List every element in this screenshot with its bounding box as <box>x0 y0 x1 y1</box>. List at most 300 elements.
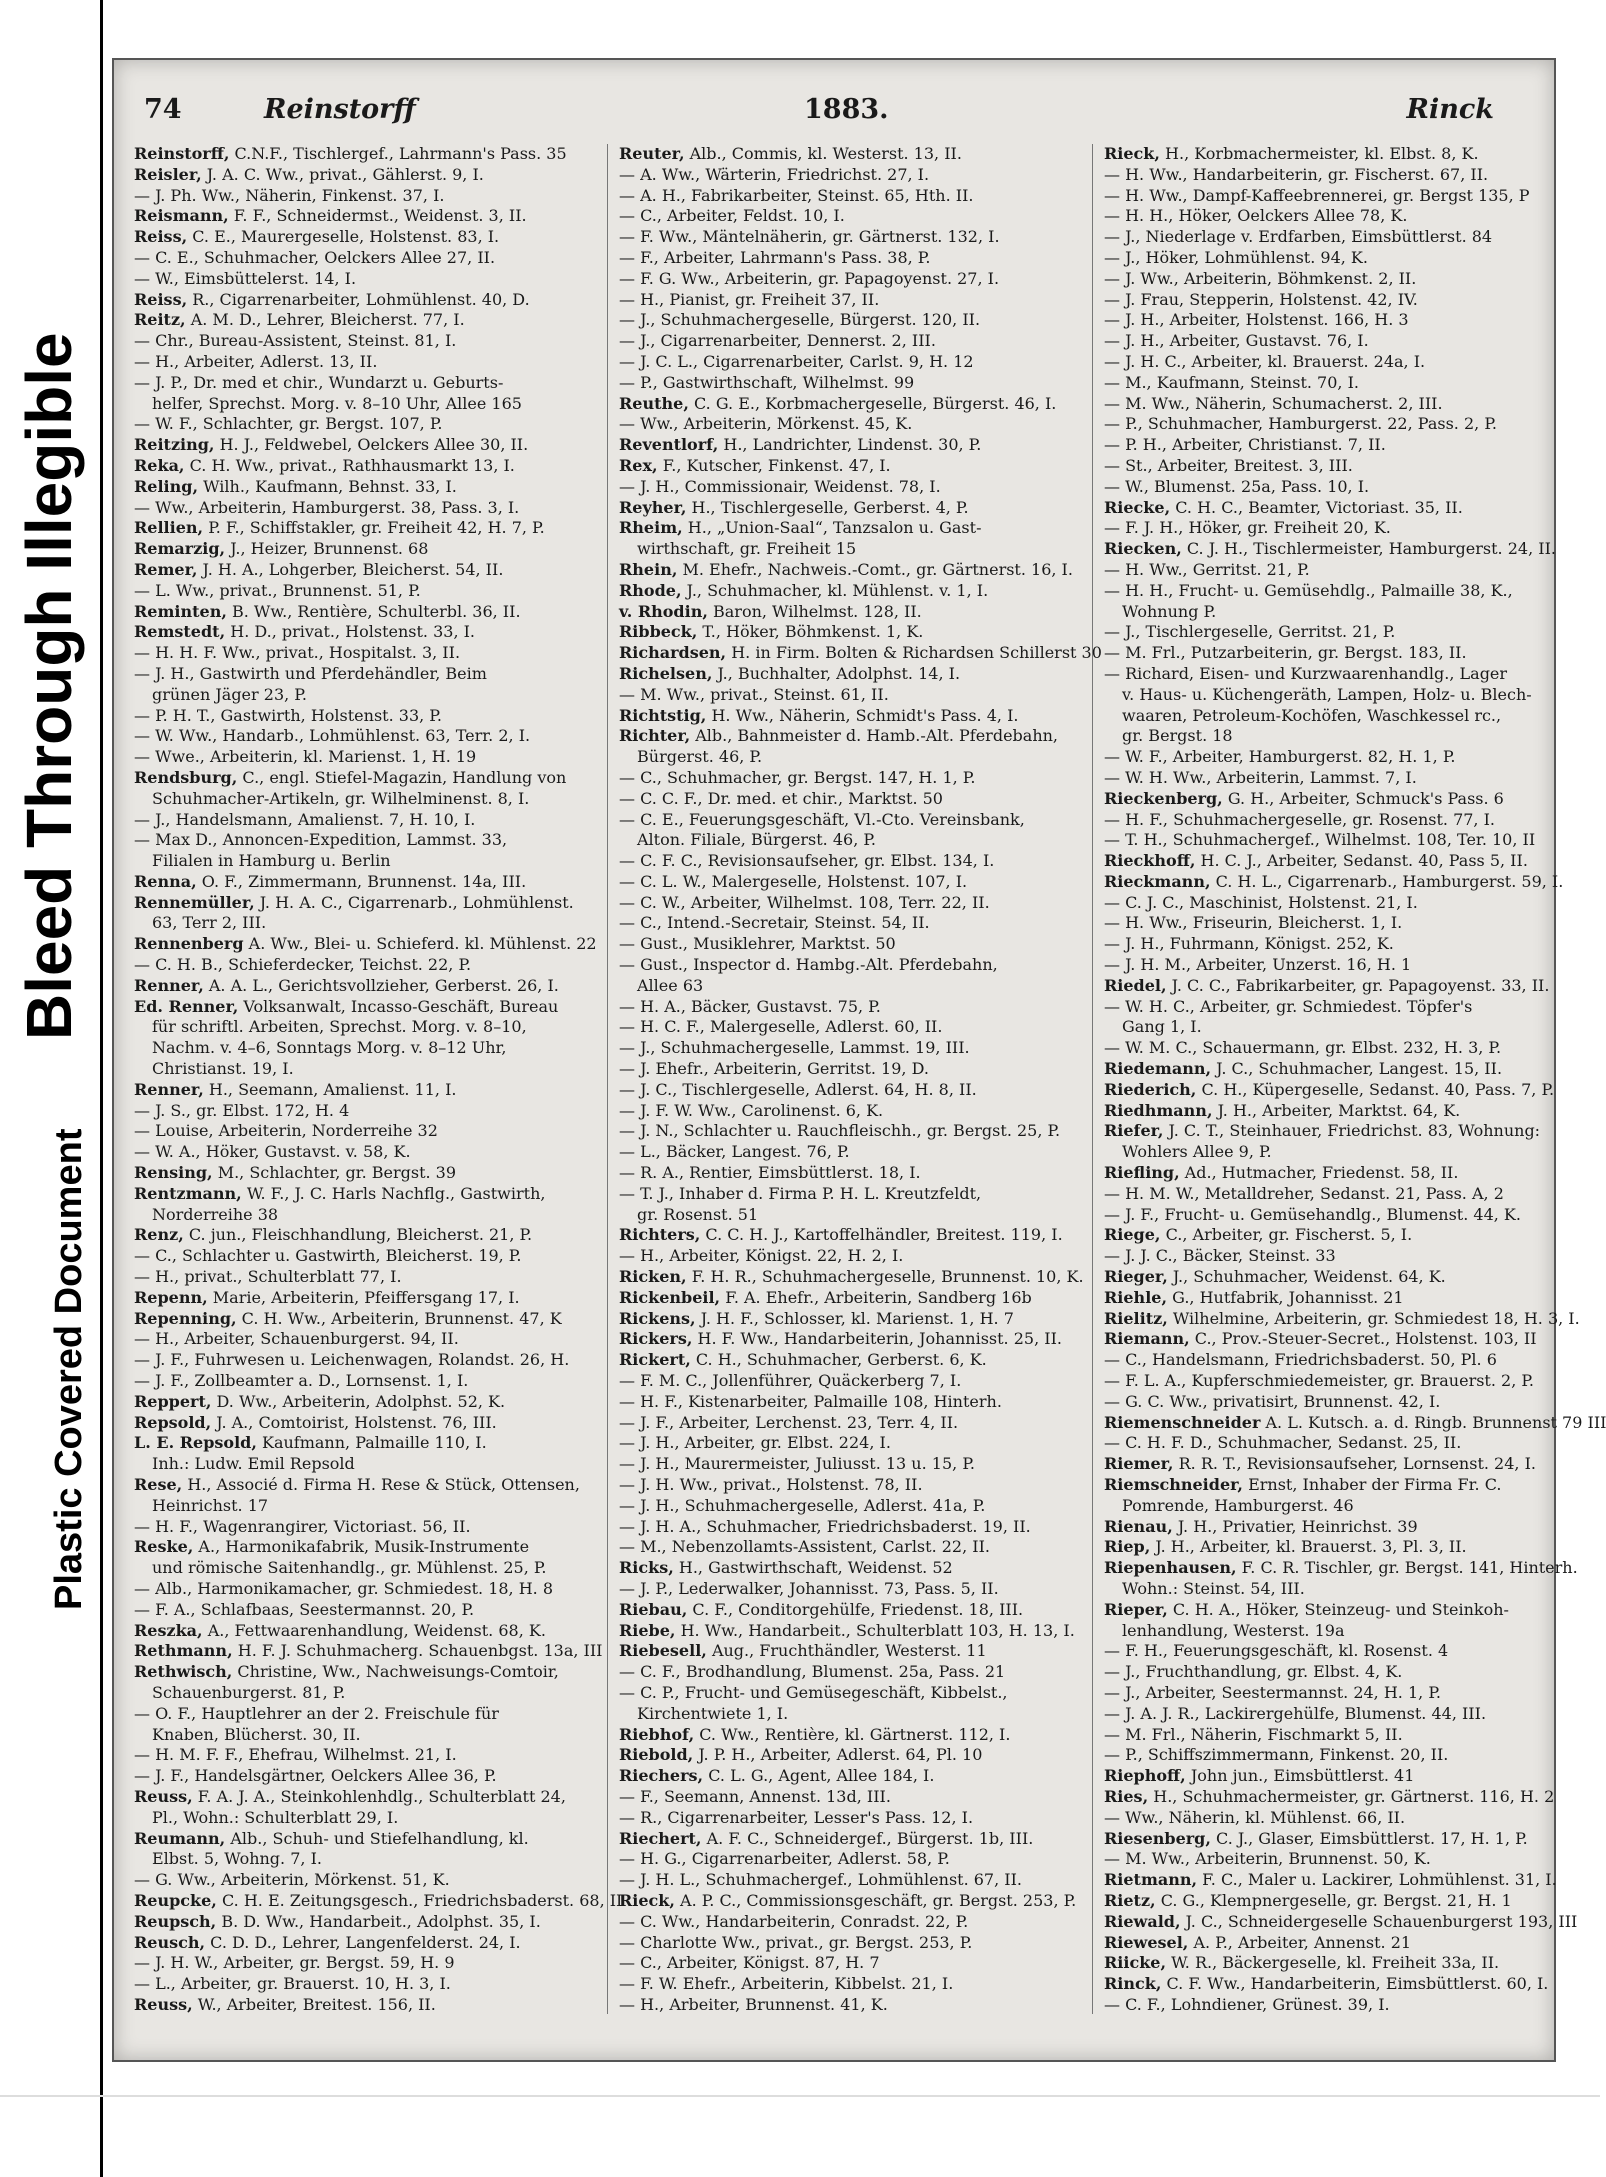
entry-details: R., Cigarrenarbeiter, Lohmühlenst. 40, D. <box>192 289 530 309</box>
entry-details: G. H., Arbeiter, Schmuck's Pass. 6 <box>1227 788 1504 808</box>
header-year: 1883. <box>804 94 889 125</box>
entry-name: — H. M. F. F., <box>134 1745 244 1765</box>
entry-details: Intend.-Secretair, Steinst. 54, II. <box>667 913 930 933</box>
entry-details: C. H. L., Cigarrenarb., Hamburgerst. 59, I. <box>1215 871 1564 891</box>
entry-name: — Richard, <box>1104 663 1195 683</box>
entry-details: Fruchthandlung, gr. Elbst. 4, K. <box>1145 1662 1403 1682</box>
directory-entry <box>134 373 564 394</box>
entry-details: Schauenburgerst. 81, P. <box>152 1682 346 1702</box>
directory-entry <box>619 1413 1049 1434</box>
directory-entry <box>619 1600 1049 1621</box>
entry-details: M. Ehefr., Nachweis.-Comt., gr. Gärtnerst. 16, I. <box>682 559 1073 579</box>
entry-details: Feuerungsgeschäft, Vl.-Cto. Vereinsbank, <box>688 809 1025 829</box>
entry-name: — C. E., <box>134 247 199 267</box>
entry-details: C., engl. Stiefel-Magazin, Handlung von <box>242 767 567 787</box>
entry-name: — H. H., <box>1104 580 1174 600</box>
entry-name: — Alb., <box>134 1578 193 1598</box>
entry-details: H., Schuhmachermeister, gr. Gärtnerst. 116, H. 2 <box>1153 1786 1555 1806</box>
directory-entry <box>1104 1745 1534 1766</box>
entry-details: Schuhmacher, Sedanst. 25, II. <box>1217 1433 1462 1453</box>
entry-details: Pianist, gr. Freiheit 37, II. <box>669 289 880 309</box>
entry-details: C. J. H., Tischlermeister, Hamburgerst. 24, II. <box>1186 539 1556 559</box>
entry-name: — O. F., <box>134 1703 197 1723</box>
entry-name: — C. C. F., <box>619 788 703 808</box>
entry-name: — C. F., <box>619 1662 681 1682</box>
directory-entry <box>619 1225 1063 1246</box>
entry-name: Riewesel, <box>1104 1932 1189 1952</box>
entry-name: — W. H. <box>1104 767 1168 787</box>
entry-details: privatisirt, Brunnenst. 42, I. <box>1212 1391 1441 1411</box>
directory-entry <box>619 913 1049 934</box>
entry-details: F., Kutscher, Finkenst. 47, I. <box>662 455 891 475</box>
directory-entry <box>1104 1849 1534 1870</box>
entry-name: — J. H. L., <box>619 1870 701 1890</box>
entry-details: Feuerungsgeschäft, kl. Rosenst. 4 <box>1173 1641 1449 1661</box>
entry-details: Alb., Commis, kl. Westerst. 13, II. <box>689 144 962 163</box>
entry-details: Musiklehrer, Marktst. 50 <box>693 934 896 954</box>
directory-entry <box>134 1745 564 1766</box>
directory-entry <box>619 726 1059 747</box>
directory-entry <box>1104 352 1534 373</box>
directory-entry <box>134 1808 564 1829</box>
entry-details: Arbeiterin, Mörkenst. 51, K. <box>220 1870 450 1890</box>
directory-entry <box>134 206 564 227</box>
directory-entry <box>1104 1121 1541 1142</box>
entry-name: — Gust., <box>619 955 688 975</box>
entry-name: Rheim, <box>619 518 683 538</box>
directory-entry <box>134 165 564 186</box>
entry-name: Rietz, <box>1104 1890 1156 1910</box>
entry-details: Handelsmann, Amalienst. 7, H. 10, I. <box>175 809 476 829</box>
directory-entry <box>1104 248 1534 269</box>
entry-name: Rese, <box>134 1475 183 1494</box>
directory-entry <box>619 559 1073 581</box>
directory-entry <box>1104 331 1534 352</box>
entry-details: Alton. Filiale, Bürgerst. 46, P. <box>637 830 876 850</box>
entry-details: M., Schlachter, gr. Bergst. 39 <box>217 1163 457 1183</box>
directory-entry <box>1104 560 1534 581</box>
entry-details: Ehefr., Arbeiterin, Kibbelst. 21, I. <box>682 1974 954 1994</box>
entry-name: Rieper, <box>1104 1599 1168 1619</box>
directory-entry <box>134 1101 564 1122</box>
directory-entry <box>1104 706 1534 727</box>
entry-details: C. H. Ww., privat., Rathhausmarkt 13, I. <box>189 455 515 475</box>
directory-entry <box>134 1329 564 1350</box>
directory-entry <box>1104 1953 1534 1974</box>
entry-name: Richelsen, <box>619 663 713 683</box>
entry-details: Schuhmachergeselle, Adlerst. 41a, P. <box>684 1495 986 1515</box>
entry-name: — J. H., <box>1104 934 1165 954</box>
directory-entry <box>619 955 1049 976</box>
directory-entry <box>134 1350 570 1371</box>
directory-entry <box>619 1662 1049 1683</box>
directory-entry <box>619 1829 1049 1850</box>
entry-name: Renna, <box>134 871 197 891</box>
directory-entry <box>1104 747 1534 768</box>
entry-details: Lohndiener, Grünest. 39, I. <box>1170 1994 1390 2014</box>
entry-name: — J. P., <box>619 1578 674 1598</box>
entry-details: C. H. Ww., Arbeiterin, Brunnenst. 47, K <box>241 1308 562 1328</box>
entry-name: Reiss, <box>134 289 188 309</box>
directory-entry <box>1104 1621 1534 1642</box>
entry-name: — M. Frl., <box>1104 643 1186 663</box>
entry-name: — G. C. Ww., <box>1104 1391 1208 1411</box>
entry-details: H., Seemann, Amalienst. 11, I. <box>208 1079 457 1099</box>
directory-entry <box>134 955 564 976</box>
entry-details: für schriftl. Arbeiten, Sprechst. Morg. v. 8–10, <box>152 1017 527 1037</box>
entry-name: — Charlotte <box>619 1932 717 1952</box>
entry-name: Reupsch, <box>134 1911 217 1931</box>
directory-entry <box>619 581 1049 602</box>
directory-entry <box>134 352 564 373</box>
directory-entry <box>619 622 1049 643</box>
entry-details: C. H. E. Zeitungsgesch., Friedrichsbaderst. 68, II <box>221 1890 623 1910</box>
directory-entry <box>134 1413 564 1434</box>
directory-entry <box>1104 1267 1534 1288</box>
entry-details: Baron, Wilhelmst. 128, II. <box>713 601 922 621</box>
entry-details: Arbeiterin, Hamburgerst. 38, Pass. 3, I. <box>198 497 520 517</box>
directory-entry <box>619 186 1049 207</box>
entry-name: — H. H. F. <box>134 643 218 663</box>
directory-entry <box>1104 1079 1555 1101</box>
entry-details: Fabrikarbeiter, Steinst. 65, Hth. II. <box>691 185 974 205</box>
directory-entry <box>1104 1433 1534 1454</box>
directory-entry <box>134 518 564 539</box>
directory-entry <box>134 1038 564 1059</box>
directory-entry <box>1104 1350 1534 1371</box>
directory-entry <box>1104 893 1534 914</box>
entry-name: Riicke, <box>1104 1953 1167 1973</box>
entry-name: Reventlorf, <box>619 435 719 455</box>
entry-name: — J. C. L., <box>619 351 699 371</box>
entry-name: Riederich, <box>1104 1079 1197 1099</box>
directory-entry <box>134 1537 564 1558</box>
entry-details: privat., Schulterblatt 77, I. <box>184 1267 402 1287</box>
directory-entry <box>1104 1870 1557 1891</box>
entry-details: Christine, Ww., Nachweisungs-Comtoir, <box>237 1662 559 1682</box>
entry-name: — H., <box>134 1267 180 1287</box>
entry-name: — M. <box>1104 1724 1147 1744</box>
directory-entry <box>134 290 564 311</box>
entry-details: Gastwirth, Holstenst. 33, P. <box>220 705 442 725</box>
entry-details: Inhaber d. Firma P. H. L. Kreutzfeldt, <box>679 1183 982 1203</box>
entry-name: — C. J. C., <box>1104 892 1185 912</box>
directory-entry <box>619 1579 1049 1600</box>
entry-name: Reminten, <box>134 601 227 621</box>
entry-name: — R. A., <box>619 1163 685 1183</box>
entry-name: — C., <box>134 1246 177 1266</box>
entry-details: Tischlergeselle, Gerritst. 21, P. <box>1145 622 1396 642</box>
entry-details: Lederwalker, Johannisst. 73, Pass. 5, II. <box>678 1578 999 1598</box>
entry-name: — F. J. H., <box>1104 518 1184 538</box>
entry-name: Remer, <box>134 559 198 579</box>
directory-entry <box>1104 1786 1555 1808</box>
directory-entry <box>1104 1475 1534 1496</box>
entry-details: Wohlers Allee 9, P. <box>1122 1142 1272 1162</box>
entry-details: Arbeiterin, Mörkenst. 45, K. <box>683 414 913 434</box>
entry-details: Schuhmachergeselle, Bürgerst. 120, II. <box>660 310 981 330</box>
directory-entry <box>619 1184 1049 1205</box>
directory-entry <box>1104 186 1534 207</box>
entry-name: Riege, <box>1104 1225 1161 1245</box>
entry-details: C. H., Küpergeselle, Sedanst. 40, Pass. 7, P. <box>1201 1079 1555 1099</box>
entry-name: Reppert, <box>134 1391 212 1411</box>
entry-name: — H., <box>134 1329 180 1349</box>
directory-entry <box>619 664 1049 685</box>
entry-name: Renner, <box>134 975 204 995</box>
directory-entry <box>134 1933 564 1954</box>
entry-details: Handelsgärtner, Oelckers Allee 36, P. <box>194 1766 497 1786</box>
entry-details: D. Ww., Arbeiterin, Adolphst. 52, K. <box>216 1391 506 1411</box>
entry-name: — W. F., <box>1104 747 1168 767</box>
entry-name: Remarzig, <box>134 539 226 559</box>
entry-name: Ed. Renner, <box>134 996 239 1016</box>
entry-details: A. A. L., Gerichtsvollzieher, Gerberst. 26, I. <box>208 975 559 995</box>
directory-entry <box>1104 997 1534 1018</box>
entry-name: — J. H., <box>619 476 680 496</box>
entry-details: Arbeiter, Lerchenst. 23, Terr. 4, II. <box>679 1412 959 1432</box>
directory-entry <box>1104 1329 1537 1350</box>
directory-entry <box>1104 581 1534 602</box>
entry-details: helfer, Sprechst. Morg. v. 8–10 Uhr, Allee 165 <box>152 393 522 413</box>
directory-entry <box>619 976 1049 997</box>
directory-entry <box>1104 144 1534 165</box>
entry-name: Rieckmann, <box>1104 871 1211 891</box>
bleed-through-label: Bleed Through Illegible <box>13 332 85 1040</box>
entry-details: Arbeiter, Königst. 87, H. 7 <box>667 1953 880 1973</box>
entry-details: Metalldreher, Sedanst. 21, Pass. A, 2 <box>1204 1183 1504 1203</box>
entry-name: — H., <box>619 1246 665 1266</box>
entry-details: Blumenst. 25a, Pass. 10, I. <box>1154 476 1370 496</box>
entry-name: Riemschneider, <box>1104 1475 1243 1494</box>
entry-name: — P. H., <box>1104 435 1167 455</box>
directory-entry <box>134 1059 564 1080</box>
directory-entry <box>619 165 1049 186</box>
directory-entry <box>619 1329 1062 1350</box>
entry-details: Friseurin, Bleicherst. 1, I. <box>1192 913 1403 933</box>
entry-details: Mäntelnäherin, gr. Gärtnerst. 132, I. <box>702 227 1000 247</box>
entry-details: Schuhmacher, Friedrichsbaderst. 19, II. <box>706 1516 1031 1536</box>
directory-entry <box>619 1953 1049 1974</box>
directory-entry <box>1104 830 1534 851</box>
directory-entry <box>134 1371 564 1392</box>
directory-entry <box>619 1620 1075 1642</box>
directory-entry <box>619 206 1049 227</box>
directory-entry <box>1104 1246 1534 1267</box>
entry-name: Rielitz, <box>1104 1308 1168 1328</box>
directory-entry <box>134 602 564 623</box>
directory-entry <box>1104 477 1534 498</box>
directory-entry <box>1104 1205 1534 1226</box>
directory-entry <box>134 643 564 664</box>
directory-entry <box>134 1454 564 1475</box>
entry-name: Riebau, <box>619 1599 688 1619</box>
entry-details: Tischlergeselle, Adlerst. 64, H. 8, II. <box>682 1079 977 1099</box>
entry-name: Riefer, <box>1104 1121 1164 1141</box>
entry-details: Schuhmachergeselle, Lammst. 19, III. <box>660 1038 970 1058</box>
entry-name: Riemer, <box>1104 1454 1174 1474</box>
directory-entry <box>1104 726 1534 747</box>
entry-name: Rieck, <box>619 1890 675 1910</box>
entry-details: und römische Saitenhandlg., gr. Mühlenst. 25, P. <box>152 1558 547 1578</box>
entry-details: Arbeiter, gr. Bergst. 59, H. 9 <box>223 1953 455 1973</box>
directory-entry <box>1104 1059 1534 1080</box>
directory-entry <box>619 414 1049 435</box>
entry-details: Wagenrangirer, Victoriast. 56, II. <box>203 1516 471 1536</box>
directory-entry <box>134 1912 564 1933</box>
entry-details: Arbeiter, gr. Brauerst. 10, H. 3, I. <box>180 1974 451 1994</box>
entry-details: Heinrichst. 17 <box>152 1495 269 1515</box>
directory-entry <box>1104 1600 1534 1621</box>
entry-name: — J. Ww., <box>1104 268 1179 288</box>
entry-name: Ricks, <box>619 1558 674 1578</box>
entry-name: — J. H. <box>619 1475 675 1494</box>
directory-entry <box>134 477 564 498</box>
entry-details: privat., Brunnenst. 51, P. <box>219 580 421 600</box>
entry-details: Inspector d. Hambg.-Alt. Pferdebahn, <box>693 955 998 975</box>
entry-details: Eimsbüttelerst. 14, I. <box>184 268 357 288</box>
directory-entry <box>134 539 564 560</box>
entry-details: A., Harmonikafabrik, Musik-Instrumente <box>198 1537 530 1557</box>
entry-name: — A. H., <box>619 185 686 205</box>
entry-details: Maschinist, Holstenst. 21, I. <box>1189 892 1418 912</box>
entry-name: — J. S., <box>134 1100 191 1120</box>
entry-details: Wilhelmine, Arbeiterin, gr. Schmiedest 18, H. 3, I. <box>1172 1308 1580 1328</box>
entry-name: — H. F., <box>1104 809 1168 829</box>
entry-name: — F. Ww., <box>619 227 698 247</box>
directory-entry <box>619 1101 1049 1122</box>
directory-entry <box>619 1038 1049 1059</box>
entry-name: — J. H., <box>619 1454 680 1474</box>
entry-details: H. J., Feldwebel, Oelckers Allee 30, II. <box>219 435 529 455</box>
entry-name: Rhode, <box>619 580 682 600</box>
directory-entry <box>134 1205 564 1226</box>
entry-details: Pl., Wohn.: Schulterblatt 29, I. <box>152 1807 399 1827</box>
directory-entry <box>619 1933 1049 1954</box>
entry-details: Norderreihe 38 <box>152 1204 279 1224</box>
entry-name: Reumann, <box>134 1828 226 1848</box>
directory-entry <box>134 1995 564 2016</box>
directory-entry <box>1104 1808 1534 1829</box>
entry-name: — J., <box>619 1038 656 1058</box>
directory-entry <box>134 1517 564 1538</box>
directory-entry <box>1104 435 1534 456</box>
entry-details: Dr. med et chir., Wundarzt u. Geburts- <box>193 372 504 392</box>
entry-details: W., Arbeiter, Breitest. 156, II. <box>197 1994 436 2014</box>
entry-details: J. H., Privatier, Heinrichst. 39 <box>1177 1516 1418 1536</box>
directory-entry <box>1104 934 1534 955</box>
entry-name: Rendsburg, <box>134 767 238 787</box>
entry-details: A. P. C., Commissionsgeschäft, gr. Bergst. 253, P. <box>680 1890 1077 1910</box>
entry-details: Arbeiter, gr. Elbst. 224, I. <box>684 1433 891 1453</box>
entry-details: H. Ww., Näherin, Schmidt's Pass. 4, I. <box>711 705 1019 725</box>
directory-entry <box>619 1475 1049 1496</box>
entry-name: — P., <box>619 372 658 392</box>
directory-entry <box>1104 1496 1534 1517</box>
directory-entry <box>1104 1683 1534 1704</box>
entry-name: Riehle, <box>1104 1287 1168 1307</box>
directory-entry <box>134 622 564 643</box>
directory-entry <box>1104 1974 1549 1995</box>
directory-entry <box>1104 1308 1580 1330</box>
entry-name: — J., <box>1104 622 1141 642</box>
entry-name: Reka, <box>134 455 185 475</box>
directory-entry <box>1104 1288 1534 1309</box>
directory-entry <box>134 269 564 290</box>
entry-name: — Ww., <box>134 497 194 517</box>
entry-name: — C., <box>619 206 662 226</box>
entry-details: J. C., Schneidergeselle Schauenburgerst 193, III <box>1185 1911 1578 1931</box>
entry-details: J., Schuhmacher, Weidenst. 64, K. <box>1172 1267 1446 1287</box>
entry-name: — J., <box>1104 1682 1141 1702</box>
entry-details: Arbeiter, Lahrmann's Pass. 38, P. <box>663 247 931 267</box>
entry-details: Fuhrmann, Königst. 252, K. <box>1169 934 1394 954</box>
entry-details: Inh.: Ludw. Emil Repsold <box>152 1454 355 1474</box>
entry-details: Filialen in Hamburg u. Berlin <box>152 851 391 871</box>
entry-details: P. F., Schiffstakler, gr. Freiheit 42, H. 7, P. <box>208 518 545 538</box>
entry-name: Riepenhausen, <box>1104 1558 1237 1578</box>
directory-entry <box>134 1974 564 1995</box>
entry-details: Malergeselle, Holstenst. 107, I. <box>711 871 968 891</box>
entry-name: — H. Ww., <box>1104 913 1188 933</box>
entry-details: Ad., Hutmacher, Friedenst. 58, II. <box>1184 1163 1459 1183</box>
directory-entry <box>1104 227 1534 248</box>
header-left-word: Reinstorff <box>264 94 416 125</box>
entry-name: — F. A., <box>134 1599 196 1619</box>
entry-name: Riebesell, <box>619 1641 707 1661</box>
entry-details: 63, Terr 2, III. <box>152 913 267 933</box>
directory-entry <box>619 1433 1049 1454</box>
entry-details: C. F. Ww., Handarbeiterin, Eimsbüttlerst. 60, I. <box>1166 1974 1549 1994</box>
entry-details: C. L. G., Agent, Allee 184, I. <box>708 1766 935 1786</box>
entry-details: Ww., privat., Hospitalst. 3, II. <box>222 643 461 663</box>
directory-entry <box>1104 602 1534 623</box>
entry-name: — P., <box>1104 414 1143 434</box>
entry-name: Rex, <box>619 455 658 475</box>
page-edge-line <box>100 0 103 2177</box>
directory-entry <box>134 1953 564 1974</box>
entry-details: Ww., Näherin, Finkenst. 37, I. <box>201 185 445 205</box>
directory-entry <box>134 1766 564 1787</box>
entry-name: — L. Ww., <box>134 580 215 600</box>
entry-details: C. H. C., Beamter, Victoriast. 35, II. <box>1175 497 1463 517</box>
entry-details: Bürgerst. 46, P. <box>637 747 763 767</box>
entry-name: — W. M. C., <box>1104 1038 1198 1058</box>
entry-name: — J. F., <box>134 1371 190 1391</box>
directory-entry <box>134 1641 603 1662</box>
directory-entry <box>619 435 1049 456</box>
entry-details: Dampf-Kaffeebrennerei, gr. Bergst 135, P <box>1192 185 1530 205</box>
directory-column-2 <box>619 144 1102 2044</box>
entry-name: — H. F., <box>619 1391 683 1411</box>
entry-name: — J. H., <box>1104 331 1165 351</box>
entry-details: B. Ww., Rentière, Schulterbl. 36, II. <box>231 601 521 621</box>
entry-details: H. C. J., Arbeiter, Sedanst. 40, Pass 5, II. <box>1200 851 1528 871</box>
entry-name: — C., <box>1104 1350 1147 1370</box>
entry-details: C. G. E., Korbmachergeselle, Bürgerst. 46, I. <box>693 393 1057 413</box>
entry-details: Ehefrau, Wilhelmst. 21, I. <box>248 1745 457 1765</box>
directory-entry <box>619 1309 1049 1330</box>
directory-entry <box>134 872 564 893</box>
bottom-edge-line <box>0 2095 1600 2097</box>
entry-details: W. F., J. C. Harls Nachflg., Gastwirth, <box>246 1183 546 1203</box>
entry-details: v. Haus- u. Küchengeräth, Lampen, Holz- u. Blech- <box>1122 684 1532 704</box>
directory-entry <box>619 1995 1049 2016</box>
entry-name: Rietmann, <box>1104 1870 1198 1890</box>
entry-details: Näherin, kl. Mühlenst. 66, II. <box>1168 1807 1406 1827</box>
directory-entry <box>134 144 567 165</box>
entry-name: — C., <box>619 1953 662 1973</box>
